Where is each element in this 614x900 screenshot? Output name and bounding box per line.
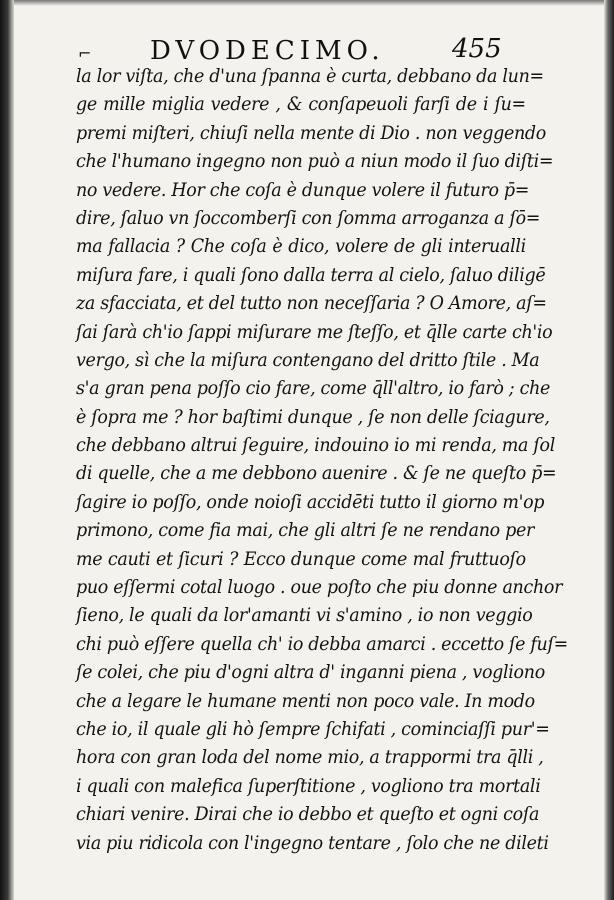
text-line: chi può eſſere quella ch' io debba amarci . eccetto ſe fuſ= (76, 632, 568, 655)
text-line: che a legare le humane menti non poco vale. In modo (76, 689, 535, 712)
text-line: la lor viſta, che d'una ſpanna è curta, debbano da lun= (76, 65, 544, 87)
text-line: dire, ſaluo vn ſoccomberſi con ſomma arroganza a ſō= (76, 206, 541, 229)
text-line: vergo, sì che la miſura contengano del dritto ſtile . Ma (76, 348, 540, 371)
text-line: i quali con malefica ſuperſtitione , vogliono tra mortali (76, 774, 541, 797)
text-line: che debbano altrui ſeguire, indouino io mi renda, ma ſol (76, 434, 556, 457)
text-line: è ſopra me ? hor baſtimi dunque , ſe non delle ſciagure, (76, 405, 550, 428)
text-line: via piu ridicola con l'ingegno tentare , ſolo che ne dileti (76, 831, 549, 854)
scan-edge-left (0, 0, 14, 900)
page-number: 455 (452, 34, 502, 64)
text-line: miſura fare, i quali ſono dalla terra al cielo, ſaluo diligē (76, 263, 546, 286)
text-line: premi miſteri, chiuſi nella mente di Dio . non veggendo (76, 121, 546, 144)
text-line: chiari venire. Dirai che io debbo et queſto et ogni coſa (76, 803, 540, 826)
text-line: za sfacciata, et del tutto non neceſſaria ? O Amore, aſ= (76, 292, 547, 315)
text-line: me cauti et ſicuri ? Ecco dunque come mal fruttuoſo (76, 547, 526, 570)
text-line: che l'humano ingegno non può a niun modo il ſuo diſti= (76, 150, 554, 173)
text-line: ſai ſarà ch'io ſappi miſurare me ſteſſo, et q̄lle carte ch'io (76, 320, 553, 343)
corner-mark: ⌐ (78, 44, 92, 63)
text-line: ſieno, le quali da lor'amanti vi s'amino , io non veggio (76, 604, 533, 627)
text-line: ſagire io poſſo, onde noioſi accidēti tutto il giorno m'op (76, 490, 545, 513)
text-line: primono, come fia mai, che gli altri ſe ne rendano per (76, 519, 535, 542)
body-text (76, 62, 568, 857)
text-line: ſe colei, che piu d'ogni altra d' inganni piena , vogliono (76, 661, 545, 684)
text-line: ma fallacia ? Che coſa è dico, volere de gli interualli (76, 235, 526, 258)
text-line: no vedere. Hor che coſa è dunque volere il futuro p̄= (76, 178, 530, 201)
text-line: che io, il quale gli hò ſempre ſchifati , cominciaſſi pur'= (76, 717, 550, 740)
scan-edge-right (604, 0, 614, 900)
text-line: di quelle, che a me debbono auenire . & ſe ne queſto p̄= (76, 462, 557, 485)
text-line: hora con gran loda del nome mio, a trappormi tra q̄lli , (76, 746, 544, 769)
scan-edge-top (0, 0, 614, 6)
text-line: s'a gran pena poſſo cio fare, come q̄ll'altro, io farò ; che (76, 377, 551, 400)
text-line: ge mille miglia vedere , & conſapeuoli farſi de i ſu= (76, 93, 526, 116)
running-title: DVODECIMO. (150, 36, 385, 66)
text-line: puo eſſermi cotal luogo . oue poſto che piu donne anchor (76, 576, 563, 599)
